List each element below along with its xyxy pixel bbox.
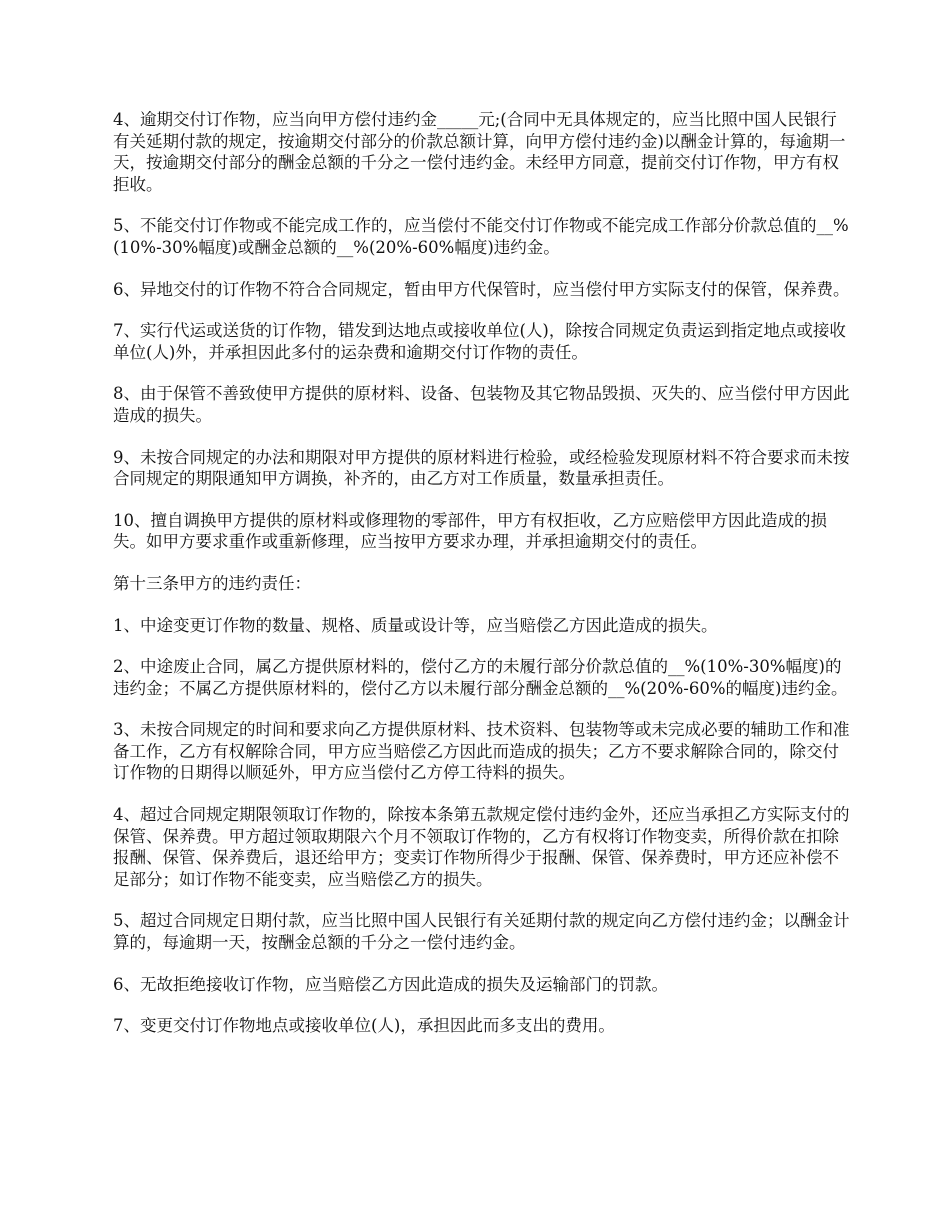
- clause-paragraph: 10、擅自调换甲方提供的原材料或修理物的零部件，甲方有权拒收，乙方应赔偿甲方因此造成的损失。如甲方要求重作或重新修理，应当按甲方要求办理，并承担逾期交付的责任。: [113, 510, 827, 552]
- clause-paragraph: 9、未按合同规定的办法和期限对甲方提供的原材料进行检验，或经检验发现原材料不符合要求而未按合同规定的期限通知甲方调换，补齐的，由乙方对工作质量，数量承担责任。: [113, 447, 850, 489]
- document-page: [113, 109, 853, 1057]
- clause-paragraph: 6、无故拒绝接收订作物，应当赔偿乙方因此造成的损失及运输部门的罚款。: [113, 974, 668, 994]
- clause-paragraph: 7、实行代运或送货的订作物，错发到达地点或接收单位(人)，除按合同规定负责运到指定地点或接收单位(人)外，并承担因此多付的运杂费和逾期交付订作物的责任。: [113, 321, 846, 362]
- section-heading: 第十三条甲方的违约责任：: [113, 573, 311, 593]
- clause-paragraph: 5、不能交付订作物或不能完成工作的，应当偿付不能交付订作物或不能完成工作部分价款总值的__%(10%-30%幅度)或酬金总额的__%(20%-60%幅度)违约金。: [113, 216, 849, 257]
- clause-paragraph: 4、超过合同规定期限领取订作物的，除按本条第五款规定偿付违约金外，还应当承担乙方实际支付的保管、保养费。甲方超过领取期限六个月不领取订作物的，乙方有权将订作物变卖，所得价款在扣除报酬、保管、保养费后，退还给甲方；变卖订作物所得少于报酬、保管、保养费时，甲方还应补偿不足部分；如订作物不能变卖，应当赔偿乙方的损失。: [113, 805, 850, 889]
- clause-paragraph: 4、逾期交付订作物，应当向甲方偿付违约金_____元;(合同中无具体规定的，应当比照中国人民银行有关延期付款的规定，按逾期交付部分的价款总额计算，向甲方偿付违约金)以酬金计算的，每逾期一天，按逾期交付部分的酬金总额的千分之一偿付违约金。未经甲方同意，提前交付订作物，甲方有权拒收。: [113, 110, 846, 194]
- clause-paragraph: 2、中途废止合同，属乙方提供原材料的，偿付乙方的未履行部分价款总值的__%(10%-30%幅度)的违约金；不属乙方提供原材料的，偿付乙方以未履行部分酬金总额的__%(20%-60%的幅度)违约金。: [113, 657, 848, 698]
- clause-paragraph: 6、异地交付的订作物不符合合同规定，暂由甲方代保管时，应当偿付甲方实际支付的保管，保养费。: [113, 279, 850, 299]
- clause-paragraph: 8、由于保管不善致使甲方提供的原材料、设备、包装物及其它物品毁损、灭失的、应当偿付甲方因此造成的损失。: [113, 384, 850, 425]
- clause-paragraph: 5、超过合同规定日期付款，应当比照中国人民银行有关延期付款的规定向乙方偿付违约金；以酬金计算的，每逾期一天，按酬金总额的千分之一偿付违约金。: [113, 911, 850, 953]
- clause-paragraph: 1、中途变更订作物的数量、规格、质量或设计等，应当赔偿乙方因此造成的损失。: [113, 615, 718, 635]
- clause-paragraph: 3、未按合同规定的时间和要求向乙方提供原材料、技术资料、包装物等或未完成必要的辅助工作和准备工作，乙方有权解除合同，甲方应当赔偿乙方因此而造成的损失；乙方不要求解除合同的，除交付订作物的日期得以顺延外，甲方应当偿付乙方停工待料的损失。: [113, 720, 850, 783]
- clause-paragraph: 7、变更交付订作物地点或接收单位(人)，承担因此而多支出的费用。: [113, 1016, 615, 1036]
